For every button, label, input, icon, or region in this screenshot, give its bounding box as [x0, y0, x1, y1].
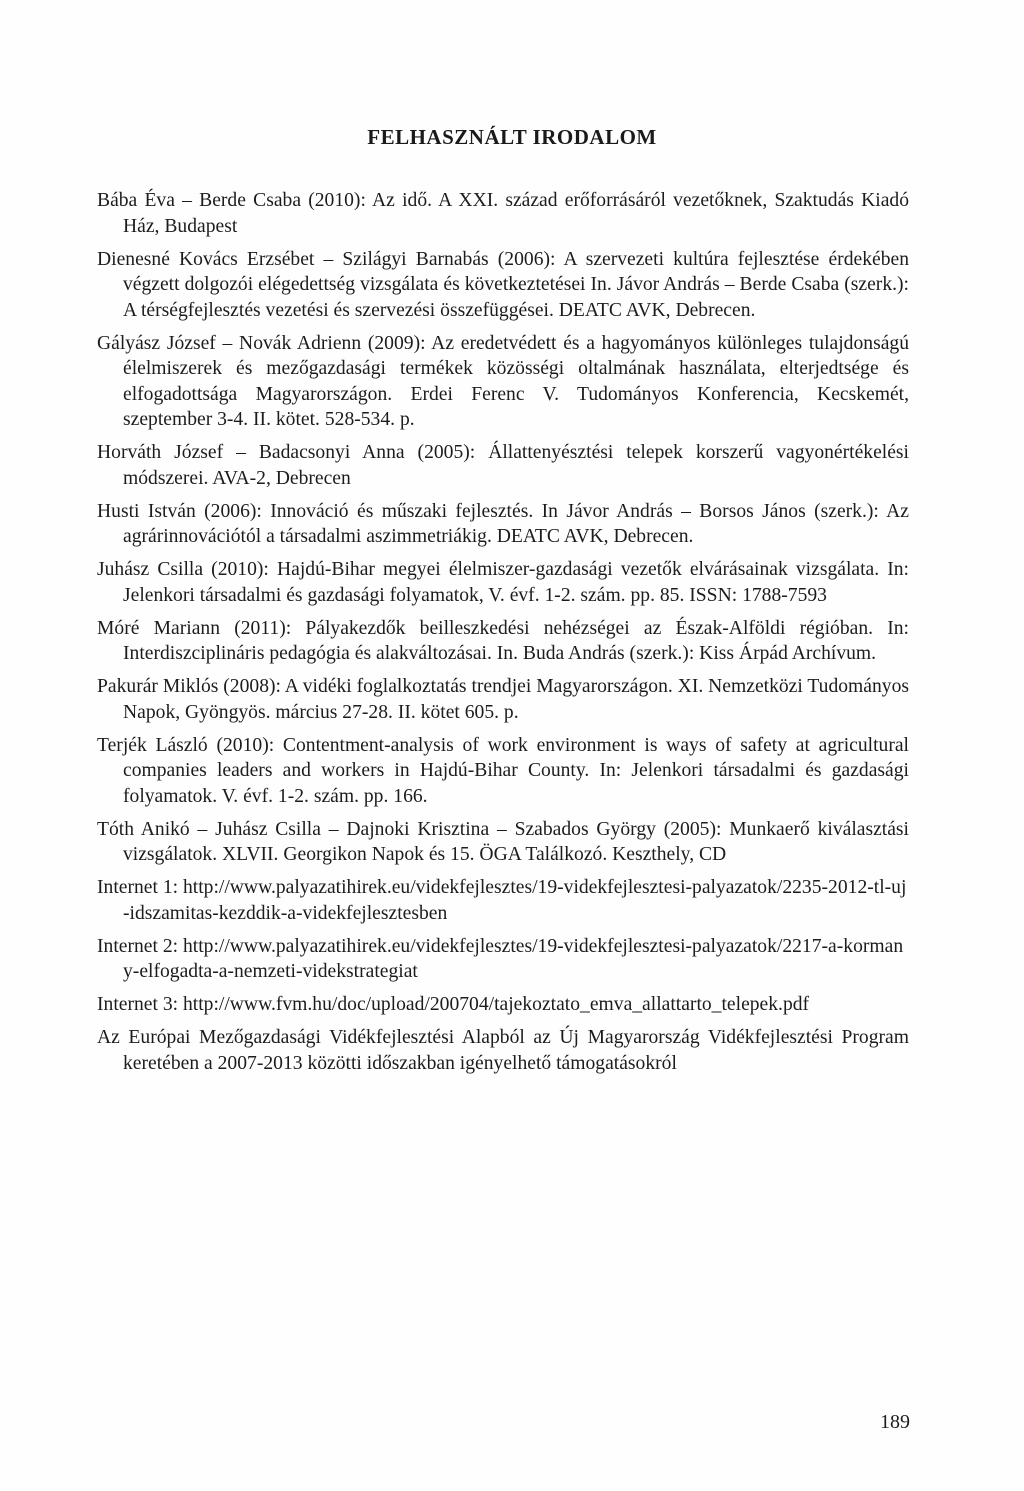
reference-item-internet: Internet 1: http://www.palyazatihirek.eu/videkfejlesztes/19-videkfejlesztesi-palyazatok/2235-2012-tl-uj-idszamitas-kezddik-a-videkfejlesztesben — [97, 877, 907, 924]
reference-item: Juhász Csilla (2010): Hajdú-Bihar megyei élelmiszer-gazdasági vezetők elvárásainak vizsgálata. In: Jelenkori társadalmi és gazdasági folyamatok, V. évf. 1-2. szám. pp. 85. ISSN: 1788-7593 — [97, 559, 909, 606]
reference-item: Az Európai Mezőgazdasági Vidékfejlesztési Alapból az Új Magyarország Vidékfejlesztési Program keretében a 2007-2013 közötti időszakban igényelhető támogatásokról — [97, 1027, 909, 1074]
reference-item: Bába Éva – Berde Csaba (2010): Az idő. A XXI. század erőforrásáról vezetőknek, Szaktudás Kiadó Ház, Budapest — [97, 190, 909, 237]
reference-item: Husti István (2006): Innováció és műszaki fejlesztés. In Jávor András – Borsos János (szerk.): Az agrárinnovációtól a társadalmi aszimmetriákig. DEATC AVK, Debrecen. — [97, 500, 909, 547]
reference-item: Móré Mariann (2011): Pályakezdők beilleszkedési nehézségei az Észak-Alföldi régióban. In: Interdiszciplináris pedagógia és alakváltozásai. In. Buda András (szerk.): Kiss Árpád Archívum. — [97, 617, 909, 664]
reference-item-internet: Internet 2: http://www.palyazatihirek.eu/videkfejlesztes/19-videkfejlesztesi-palyazatok/2217-a-kormany-elfogadta-a-nemzeti-videkstrategiat — [97, 935, 904, 982]
reference-item-internet: Internet 3: http://www.fvm.hu/doc/upload/200704/tajekoztato_emva_allattarto_telepek.pdf — [97, 994, 810, 1015]
reference-list — [97, 188, 909, 1084]
reference-item: Pakurár Miklós (2008): A vidéki foglalkoztatás trendjei Magyarországon. XI. Nemzetközi Tudományos Napok, Gyöngyös. március 27-28. II. kötet 605. p. — [97, 676, 909, 723]
page-number: 189 — [880, 1411, 910, 1433]
reference-item: Dienesné Kovács Erzsébet – Szilágyi Barnabás (2006): A szervezeti kultúra fejlesztése érdekében végzett dolgozói elégedettség vizsgálata és következtetései In. Jávor András – Berde Csaba (szerk.): A térségfejlesztés vezetési és szervezési összefüggései. DEATC AVK, Debrecen. — [97, 248, 909, 321]
reference-item: Horváth József – Badacsonyi Anna (2005): Állattenyésztési telepek korszerű vagyonértékelési módszerei. AVA-2, Debrecen — [97, 442, 909, 489]
reference-item: Tóth Anikó – Juhász Csilla – Dajnoki Krisztina – Szabados György (2005): Munkaerő kiválasztási vizsgálatok. XLVII. Georgikon Napok és 15. ÖGA Találkozó. Keszthely, CD — [97, 818, 909, 865]
reference-item: Terjék László (2010): Contentment-analysis of work environment is ways of safety at agricultural companies leaders and workers in Hajdú-Bihar County. In: Jelenkori társadalmi és gazdasági folyamatok. V. évf. 1-2. szám. pp. 166. — [97, 734, 909, 807]
reference-item: Gályász József – Novák Adrienn (2009): Az eredetvédett és a hagyományos különleges tulajdonságú élelmiszerek és mezőgazdasági termékek közösségi oltalmának használata, elterjedtsége és elfogadottsága Magyarországon. Erdei Ferenc V. Tudományos Konferencia, Kecskemét, szeptember 3-4. II. kötet. 528-534. p. — [97, 332, 909, 430]
page-title: FELHASZNÁLT IRODALOM — [367, 125, 657, 149]
